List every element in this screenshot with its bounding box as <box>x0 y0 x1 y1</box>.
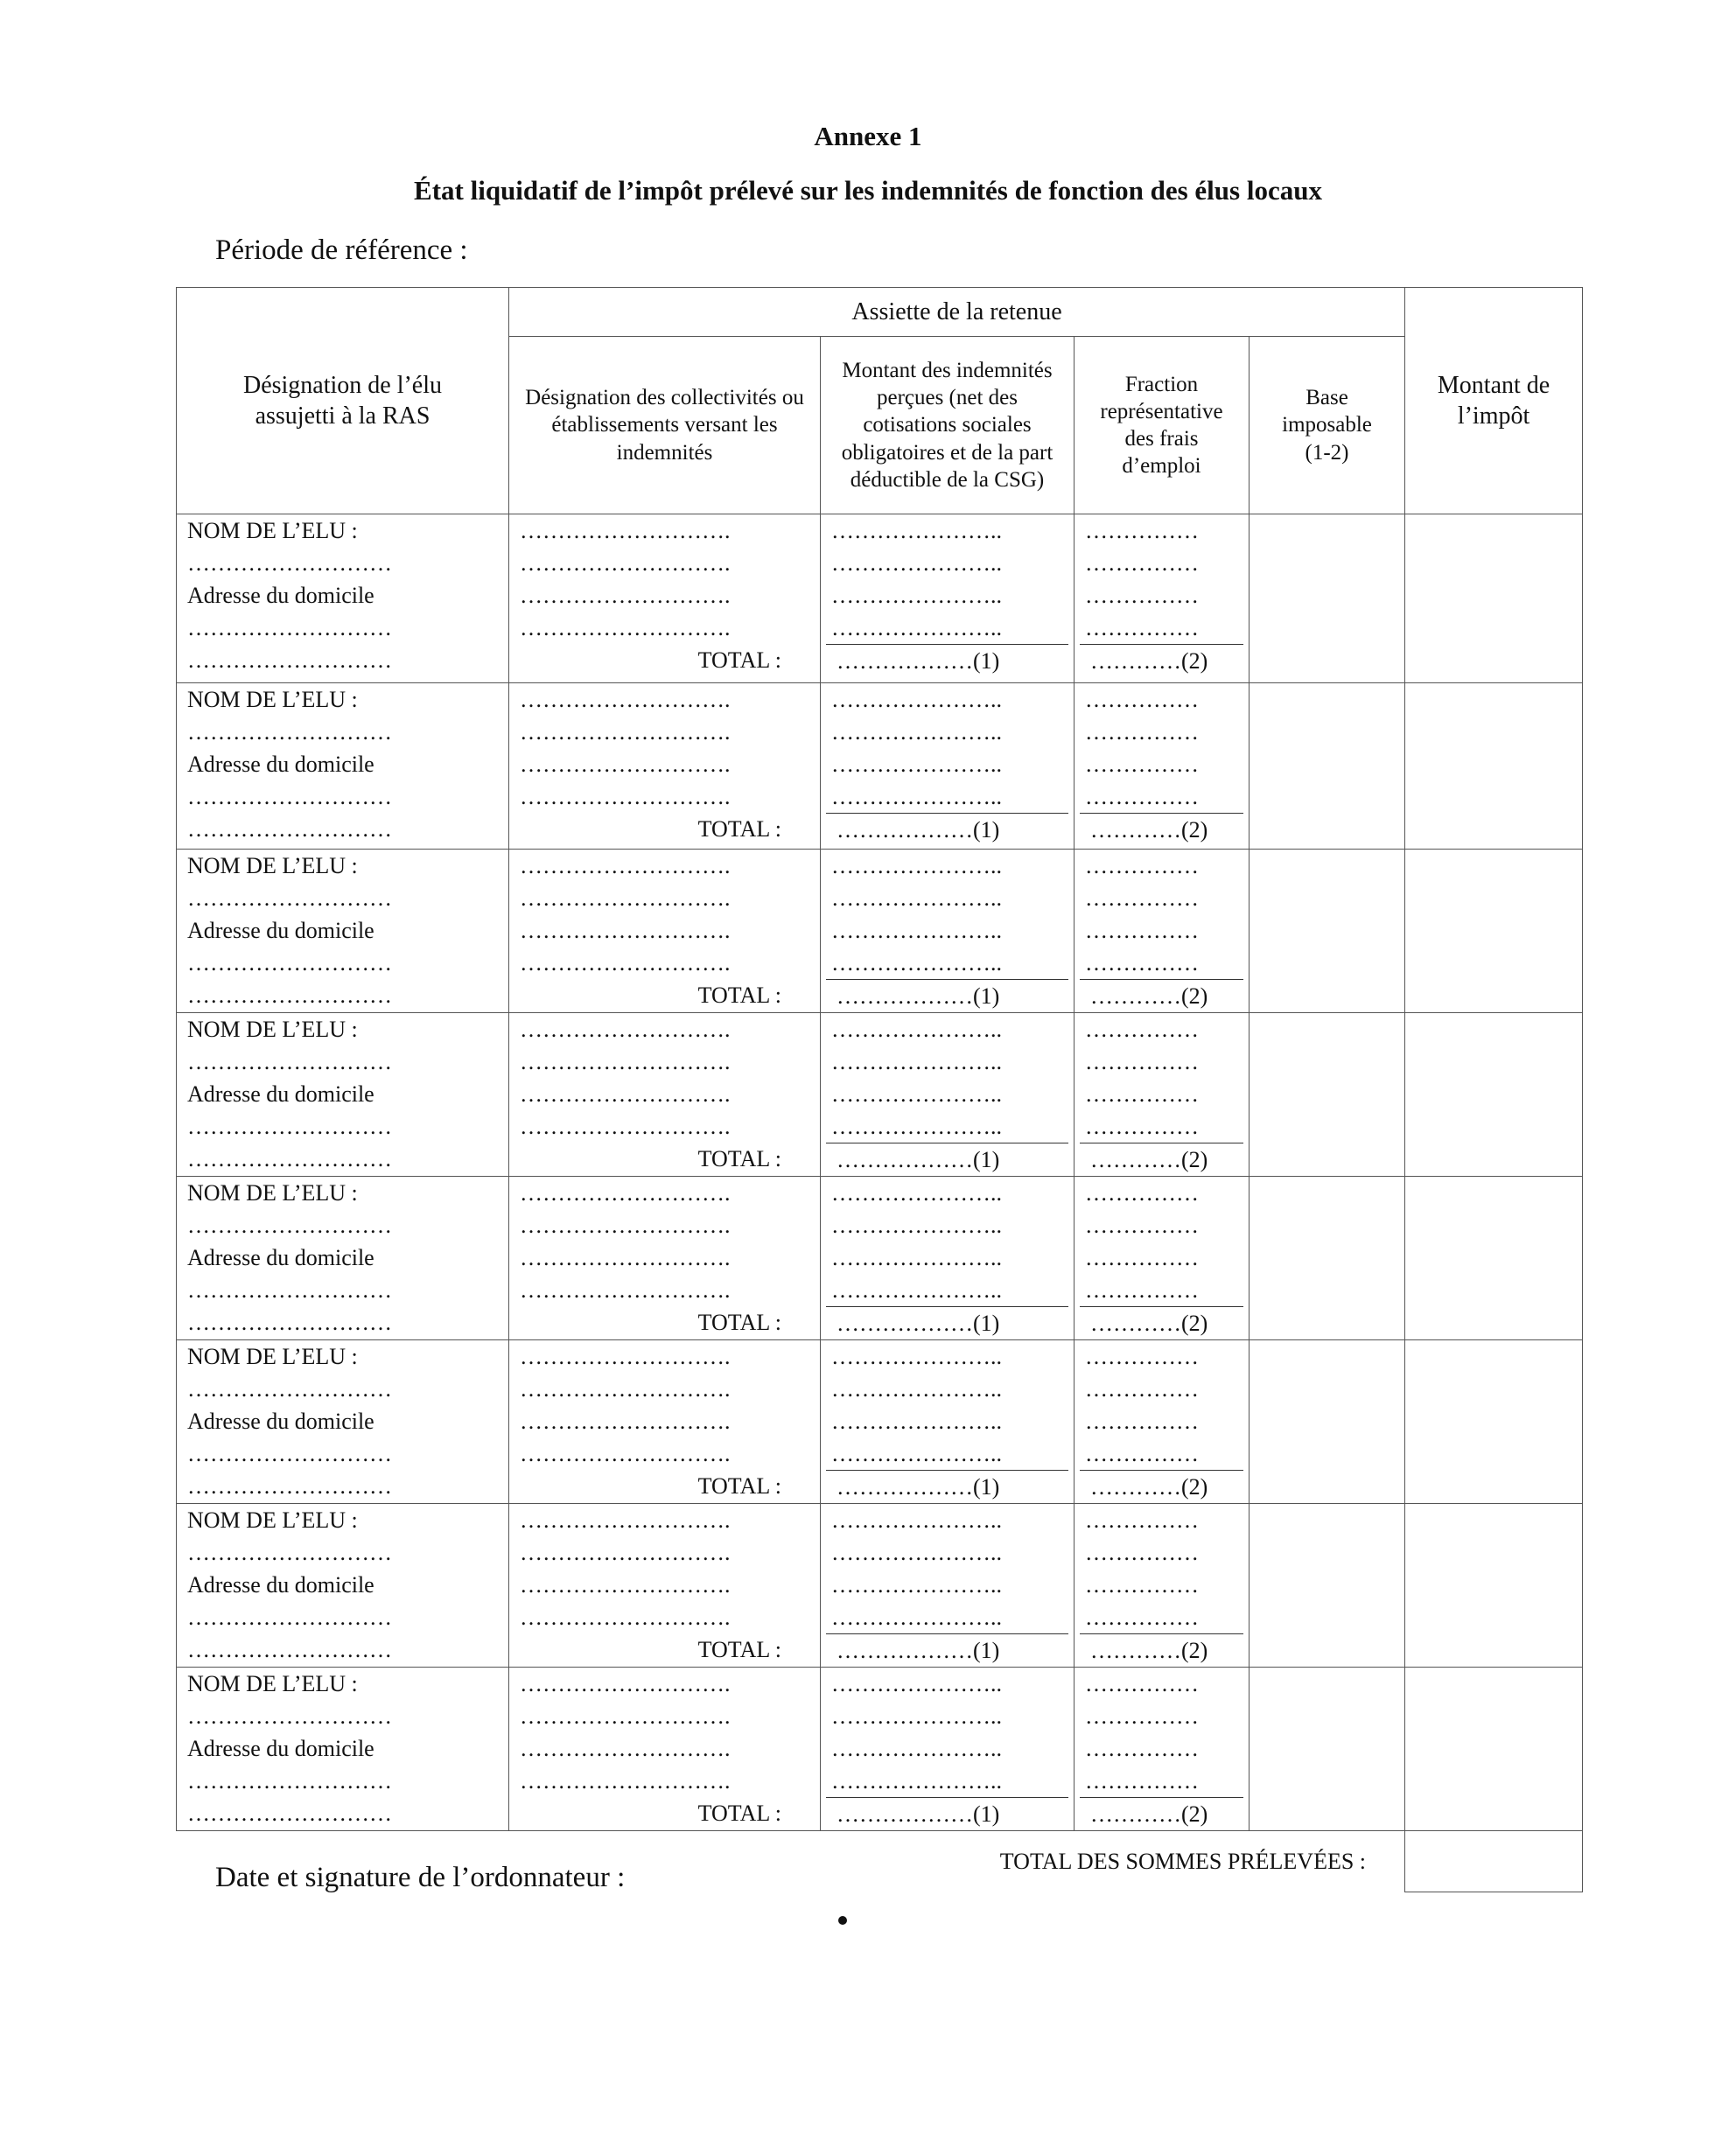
elu-address-label: Adresse du domicile <box>187 918 374 943</box>
header-designation-elu: Désignation de l’élu assujetti à la RAS <box>177 288 509 514</box>
elu-name-field[interactable]: ……………………… <box>187 1703 392 1729</box>
collectivites-cell <box>509 1668 821 1831</box>
elu-address-field[interactable]: ……………………… <box>187 1768 392 1794</box>
elu-cell <box>177 850 509 1013</box>
collectivite-field[interactable]: ………………………. <box>520 1409 731 1434</box>
base-imposable-cell[interactable] <box>1250 1504 1405 1668</box>
montant-field[interactable]: ………………….. <box>831 1049 1002 1074</box>
fraction-field[interactable]: …………… <box>1085 784 1199 809</box>
montant-field[interactable]: ………………….. <box>831 1736 1002 1761</box>
collectivite-field[interactable]: ………………………. <box>520 1049 731 1074</box>
table-row <box>177 1177 1583 1340</box>
fraction-field[interactable]: …………… <box>1085 853 1199 878</box>
reference-period-label: Période de référence : <box>215 234 468 266</box>
montant-field[interactable]: ………………….. <box>831 1441 1002 1466</box>
fraction-field[interactable]: …………… <box>1085 1507 1199 1533</box>
header-collectivites: Désignation des collectivités ou établissements versant les indemnités <box>509 337 821 514</box>
collectivite-field[interactable]: ………………………. <box>520 752 731 777</box>
collectivite-field[interactable]: ………………………. <box>520 583 731 608</box>
collectivites-cell <box>509 1504 821 1668</box>
elu-address-field[interactable]: ……………………… <box>187 1605 392 1630</box>
total-label: TOTAL : <box>697 1473 781 1499</box>
elu-cell <box>177 1013 509 1177</box>
collectivite-field[interactable]: ………………………. <box>520 719 731 745</box>
montant-total-field[interactable]: ………………(1) <box>826 1306 1068 1339</box>
header-fraction: Fraction représentative des frais d’emploi <box>1074 337 1250 514</box>
montant-total-field[interactable]: ………………(1) <box>826 979 1068 1012</box>
montant-impot-cell[interactable] <box>1405 514 1583 683</box>
fraction-field[interactable]: …………… <box>1085 1344 1199 1369</box>
elu-cell <box>177 1340 509 1504</box>
elu-name-label: NOM DE L’ELU : <box>187 687 358 712</box>
base-imposable-cell[interactable] <box>1250 1340 1405 1504</box>
montant-field[interactable]: ………………….. <box>831 1572 1002 1598</box>
header-base-imposable: Base imposable (1-2) <box>1250 337 1405 514</box>
montant-field[interactable]: ………………….. <box>831 583 1002 608</box>
total-label: TOTAL : <box>697 1146 781 1171</box>
elu-cell <box>177 1177 509 1340</box>
elu-address-field[interactable]: ……………………… <box>187 1114 392 1139</box>
montant-field[interactable]: ………………….. <box>831 950 1002 976</box>
grand-total-field[interactable] <box>1405 1831 1583 1892</box>
fraction-field[interactable]: …………… <box>1085 1213 1199 1238</box>
elu-address-field[interactable]: ……………………… <box>187 1441 392 1466</box>
elu-address-label: Adresse du domicile <box>187 1245 374 1270</box>
fraction-cell <box>1074 514 1250 683</box>
elu-address-field[interactable]: ……………………… <box>187 1637 392 1662</box>
document-title: État liquidatif de l’impôt prélevé sur les indemnités de fonction des élus locaux <box>414 175 1322 206</box>
table-row <box>177 1340 1583 1504</box>
fraction-cell <box>1074 1340 1250 1504</box>
fraction-field[interactable]: …………… <box>1085 1671 1199 1696</box>
montant-field[interactable]: ………………….. <box>831 1507 1002 1533</box>
elu-name-label: NOM DE L’ELU : <box>187 1180 358 1206</box>
collectivites-cell <box>509 1340 821 1504</box>
collectivite-field[interactable]: ………………………. <box>520 1017 731 1042</box>
total-label: TOTAL : <box>697 647 781 673</box>
collectivite-field[interactable]: ………………………. <box>520 784 731 809</box>
montant-field[interactable]: ………………….. <box>831 615 1002 640</box>
elu-address-label: Adresse du domicile <box>187 752 374 777</box>
collectivite-field[interactable]: ………………………. <box>520 1114 731 1139</box>
fraction-total-field[interactable]: …………(2) <box>1080 1633 1243 1667</box>
montant-field[interactable]: ………………….. <box>831 1213 1002 1238</box>
table-row <box>177 1668 1583 1831</box>
collectivite-field[interactable]: ………………………. <box>520 918 731 943</box>
fraction-field[interactable]: …………… <box>1085 918 1199 943</box>
montant-total-field[interactable]: ………………(1) <box>826 1143 1068 1176</box>
grand-total-label: TOTAL DES SOMMES PRÉLEVÉES : <box>177 1831 1405 1892</box>
collectivite-field[interactable]: ………………………. <box>520 1605 731 1630</box>
elu-name-field[interactable]: ……………………… <box>187 885 392 911</box>
fraction-field[interactable]: …………… <box>1085 1441 1199 1466</box>
montant-field[interactable]: ………………….. <box>831 518 1002 543</box>
fraction-field[interactable]: …………… <box>1085 1409 1199 1434</box>
montant-impot-cell[interactable] <box>1405 683 1583 850</box>
total-label: TOTAL : <box>697 1637 781 1662</box>
fraction-cell <box>1074 1177 1250 1340</box>
montant-impot-cell[interactable] <box>1405 1504 1583 1668</box>
fraction-cell <box>1074 683 1250 850</box>
fraction-field[interactable]: …………… <box>1085 752 1199 777</box>
base-imposable-cell[interactable] <box>1250 1013 1405 1177</box>
montant-field[interactable]: ………………….. <box>831 550 1002 576</box>
montant-cell <box>821 1668 1074 1831</box>
bullet-dot <box>838 1916 847 1925</box>
montant-field[interactable]: ………………….. <box>831 1540 1002 1565</box>
collectivites-cell <box>509 514 821 683</box>
montant-field[interactable]: ………………….. <box>831 1409 1002 1434</box>
montant-cell <box>821 1177 1074 1340</box>
montant-cell <box>821 1340 1074 1504</box>
collectivite-field[interactable]: ………………………. <box>520 1081 731 1107</box>
collectivite-field[interactable]: ………………………. <box>520 1507 731 1533</box>
elu-name-field[interactable]: ……………………… <box>187 550 392 576</box>
elu-address-field[interactable]: ……………………… <box>187 1801 392 1826</box>
collectivite-field[interactable]: ………………………. <box>520 1376 731 1402</box>
collectivite-field[interactable]: ………………………. <box>520 1441 731 1466</box>
montant-cell <box>821 850 1074 1013</box>
montant-cell <box>821 1504 1074 1668</box>
montant-cell <box>821 683 1074 850</box>
fraction-cell <box>1074 850 1250 1013</box>
fraction-cell <box>1074 1013 1250 1177</box>
montant-total-field[interactable]: ………………(1) <box>826 644 1068 677</box>
elu-name-label: NOM DE L’ELU : <box>187 518 358 543</box>
elu-name-label: NOM DE L’ELU : <box>187 853 358 878</box>
fraction-field[interactable]: …………… <box>1085 1540 1199 1565</box>
fraction-total-field[interactable]: …………(2) <box>1080 1797 1243 1830</box>
elu-address-field[interactable]: ……………………… <box>187 816 392 842</box>
total-label: TOTAL : <box>697 1801 781 1826</box>
montant-total-field[interactable]: ………………(1) <box>826 1633 1068 1667</box>
montant-field[interactable]: ………………….. <box>831 1671 1002 1696</box>
elu-cell <box>177 1668 509 1831</box>
base-imposable-cell[interactable] <box>1250 1668 1405 1831</box>
base-imposable-cell[interactable] <box>1250 683 1405 850</box>
elu-name-label: NOM DE L’ELU : <box>187 1507 358 1533</box>
montant-field[interactable]: ………………….. <box>831 1344 1002 1369</box>
fraction-total-field[interactable]: …………(2) <box>1080 1470 1243 1503</box>
montant-field[interactable]: ………………….. <box>831 1245 1002 1270</box>
montant-field[interactable]: ………………….. <box>831 1114 1002 1139</box>
montant-field[interactable]: ………………….. <box>831 687 1002 712</box>
fraction-total-field[interactable]: …………(2) <box>1080 1306 1243 1339</box>
elu-name-label: NOM DE L’ELU : <box>187 1017 358 1042</box>
collectivites-cell <box>509 1177 821 1340</box>
montant-total-field[interactable]: ………………(1) <box>826 813 1068 846</box>
collectivite-field[interactable]: ………………………. <box>520 853 731 878</box>
elu-cell <box>177 1504 509 1668</box>
collectivites-cell <box>509 1013 821 1177</box>
montant-impot-cell[interactable] <box>1405 1177 1583 1340</box>
elu-address-field[interactable]: ……………………… <box>187 1277 392 1303</box>
fraction-cell <box>1074 1668 1250 1831</box>
fraction-field[interactable]: …………… <box>1085 719 1199 745</box>
collectivite-field[interactable]: ………………………. <box>520 550 731 576</box>
fraction-total-field[interactable]: …………(2) <box>1080 1143 1243 1176</box>
collectivite-field[interactable]: ………………………. <box>520 1768 731 1794</box>
elu-address-label: Adresse du domicile <box>187 583 374 608</box>
collectivite-field[interactable]: ………………………. <box>520 1671 731 1696</box>
montant-field[interactable]: ………………….. <box>831 784 1002 809</box>
fraction-cell <box>1074 1504 1250 1668</box>
collectivites-cell <box>509 850 821 1013</box>
elu-cell <box>177 683 509 850</box>
fraction-field[interactable]: …………… <box>1085 518 1199 543</box>
elu-address-field[interactable]: ……………………… <box>187 1146 392 1171</box>
montant-total-field[interactable]: ………………(1) <box>826 1470 1068 1503</box>
fraction-field[interactable]: …………… <box>1085 1572 1199 1598</box>
montant-field[interactable]: ………………….. <box>831 752 1002 777</box>
elu-name-field[interactable]: ……………………… <box>187 1376 392 1402</box>
elu-name-field[interactable]: ……………………… <box>187 719 392 745</box>
signature-label: Date et signature de l’ordonnateur : <box>215 1862 626 1893</box>
table-row <box>177 850 1583 1013</box>
elu-name-field[interactable]: ……………………… <box>187 1049 392 1074</box>
montant-field[interactable]: ………………….. <box>831 853 1002 878</box>
total-label: TOTAL : <box>697 1310 781 1335</box>
elu-name-field[interactable]: ……………………… <box>187 1540 392 1565</box>
montant-impot-cell[interactable] <box>1405 1668 1583 1831</box>
fraction-field[interactable]: …………… <box>1085 1605 1199 1630</box>
elu-address-label: Adresse du domicile <box>187 1081 374 1107</box>
montant-impot-cell[interactable] <box>1405 1340 1583 1504</box>
table-row <box>177 1013 1583 1177</box>
fraction-field[interactable]: …………… <box>1085 687 1199 712</box>
montant-field[interactable]: ………………….. <box>831 1376 1002 1402</box>
collectivite-field[interactable]: ………………………. <box>520 950 731 976</box>
montant-field[interactable]: ………………….. <box>831 1180 1002 1206</box>
elu-name-field[interactable]: ……………………… <box>187 1213 392 1238</box>
collectivite-field[interactable]: ………………………. <box>520 1277 731 1303</box>
fraction-field[interactable]: …………… <box>1085 615 1199 640</box>
collectivite-field[interactable]: ………………………. <box>520 615 731 640</box>
fraction-total-field[interactable]: …………(2) <box>1080 979 1243 1012</box>
montant-field[interactable]: ………………….. <box>831 918 1002 943</box>
fraction-field[interactable]: …………… <box>1085 1277 1199 1303</box>
collectivite-field[interactable]: ………………………. <box>520 1572 731 1598</box>
elu-address-field[interactable]: ……………………… <box>187 647 392 673</box>
base-imposable-cell[interactable] <box>1250 1177 1405 1340</box>
collectivite-field[interactable]: ………………………. <box>520 1180 731 1206</box>
montant-total-field[interactable]: ………………(1) <box>826 1797 1068 1830</box>
montant-cell <box>821 1013 1074 1177</box>
table-row <box>177 514 1583 683</box>
montant-field[interactable]: ………………….. <box>831 1017 1002 1042</box>
collectivite-field[interactable]: ………………………. <box>520 1245 731 1270</box>
elu-address-field[interactable]: ……………………… <box>187 784 392 809</box>
collectivite-field[interactable]: ………………………. <box>520 687 731 712</box>
montant-field[interactable]: ………………….. <box>831 1081 1002 1107</box>
elu-address-field[interactable]: ……………………… <box>187 950 392 976</box>
fraction-field[interactable]: …………… <box>1085 885 1199 911</box>
fraction-field[interactable]: …………… <box>1085 1703 1199 1729</box>
montant-field[interactable]: ………………….. <box>831 1605 1002 1630</box>
montant-field[interactable]: ………………….. <box>831 885 1002 911</box>
header-montant-impot: Montant de l’impôt <box>1405 288 1583 514</box>
fraction-field[interactable]: …………… <box>1085 1017 1199 1042</box>
fraction-field[interactable]: …………… <box>1085 583 1199 608</box>
fraction-total-field[interactable]: …………(2) <box>1080 644 1243 677</box>
collectivite-field[interactable]: ………………………. <box>520 885 731 911</box>
collectivite-field[interactable]: ………………………. <box>520 1736 731 1761</box>
montant-impot-cell[interactable] <box>1405 850 1583 1013</box>
fraction-field[interactable]: …………… <box>1085 950 1199 976</box>
annex-title: Annexe 1 <box>814 121 922 151</box>
liquidation-table <box>176 287 1583 1892</box>
fraction-field[interactable]: …………… <box>1085 1081 1199 1107</box>
base-imposable-cell[interactable] <box>1250 850 1405 1013</box>
collectivite-field[interactable]: ………………………. <box>520 1703 731 1729</box>
elu-address-field[interactable]: ……………………… <box>187 1473 392 1499</box>
elu-address-field[interactable]: ……………………… <box>187 983 392 1008</box>
table-row <box>177 1504 1583 1668</box>
fraction-field[interactable]: …………… <box>1085 1180 1199 1206</box>
base-imposable-cell[interactable] <box>1250 514 1405 683</box>
table-row <box>177 683 1583 850</box>
header-montant-indemnites: Montant des indemnités perçues (net des cotisations sociales obligatoires et de la part déductible de la CSG) <box>821 337 1074 514</box>
montant-impot-cell[interactable] <box>1405 1013 1583 1177</box>
header-assiette: Assiette de la retenue <box>509 288 1405 337</box>
collectivite-field[interactable]: ………………………. <box>520 1213 731 1238</box>
elu-address-label: Adresse du domicile <box>187 1572 374 1598</box>
montant-field[interactable]: ………………….. <box>831 1703 1002 1729</box>
elu-address-label: Adresse du domicile <box>187 1736 374 1761</box>
collectivite-field[interactable]: ………………………. <box>520 518 731 543</box>
elu-address-field[interactable]: ……………………… <box>187 1310 392 1335</box>
elu-name-label: NOM DE L’ELU : <box>187 1671 358 1696</box>
fraction-field[interactable]: …………… <box>1085 1376 1199 1402</box>
montant-field[interactable]: ………………….. <box>831 1768 1002 1794</box>
total-label: TOTAL : <box>697 983 781 1008</box>
fraction-field[interactable]: …………… <box>1085 1245 1199 1270</box>
montant-field[interactable]: ………………….. <box>831 719 1002 745</box>
fraction-field[interactable]: …………… <box>1085 1768 1199 1794</box>
montant-cell <box>821 514 1074 683</box>
montant-field[interactable]: ………………….. <box>831 1277 1002 1303</box>
elu-cell <box>177 514 509 683</box>
elu-address-field[interactable]: ……………………… <box>187 615 392 640</box>
collectivite-field[interactable]: ………………………. <box>520 1344 731 1369</box>
elu-address-label: Adresse du domicile <box>187 1409 374 1434</box>
fraction-field[interactable]: …………… <box>1085 1736 1199 1761</box>
fraction-total-field[interactable]: …………(2) <box>1080 813 1243 846</box>
collectivite-field[interactable]: ………………………. <box>520 1540 731 1565</box>
total-label: TOTAL : <box>697 816 781 842</box>
elu-name-label: NOM DE L’ELU : <box>187 1344 358 1369</box>
fraction-field[interactable]: …………… <box>1085 550 1199 576</box>
fraction-field[interactable]: …………… <box>1085 1049 1199 1074</box>
fraction-field[interactable]: …………… <box>1085 1114 1199 1139</box>
collectivites-cell <box>509 683 821 850</box>
